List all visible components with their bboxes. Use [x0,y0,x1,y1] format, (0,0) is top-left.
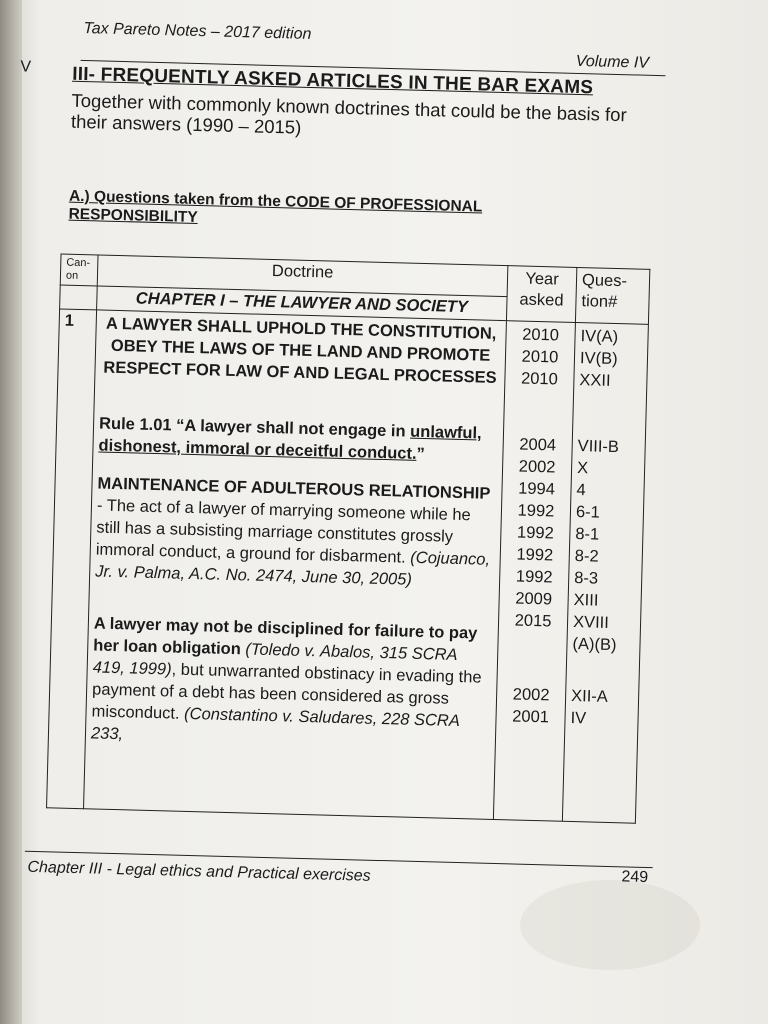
question-value: XVIII (A)(B) [572,613,617,655]
section-title: III- FREQUENTLY ASKED ARTICLES IN THE BAR EXAMS [71,63,594,99]
question-value: IV(B) [579,349,618,369]
year-value: 2001 [511,707,550,727]
year-value: 2009 [515,589,553,609]
year-value: 1992 [517,501,555,521]
question-value: IV [570,708,587,728]
table-row [47,309,649,823]
header-year: Year asked [506,266,576,323]
canon-number: 1 [64,311,75,330]
maintenance-body: - The act of a lawyer of marrying someone while he still has a subsisting marriage constitutes grossly immoral conduct, a ground for disbarment. (Cojuanco, Jr. v. Palma, A.C. No. 2474, June 30, 2005) [95,496,491,589]
page-number: 249 [621,868,649,887]
footer-chapter: Chapter III - Legal ethics and Practical exercises [27,858,371,885]
question-value: XXII [579,371,611,390]
year-value: 2002 [512,685,550,705]
year-value: 2010 [521,325,560,345]
year-value: 2010 [521,347,559,367]
question-cell [562,322,648,823]
year-cell [493,321,575,822]
question-value: X [576,459,589,478]
year-value: 2015 [514,611,552,631]
subsection-title: A.) Questions taken from the CODE OF PROFESSIONAL RESPONSIBILITY [68,187,483,227]
question-value: 8-1 [575,525,600,544]
question-value: 6-1 [575,503,601,522]
year-value: 1994 [517,479,556,499]
question-value: VIII-B [577,437,620,457]
year-value: 2004 [519,435,557,455]
question-value: 8-2 [574,547,599,566]
question-value: 8-3 [574,569,599,588]
question-value: XII-A [570,686,609,706]
rule-101-text: Rule 1.01 “A lawyer shall not engage in unlawful, dishonest, immoral or deceitful conduct.” [98,414,482,464]
volume-label: Volume IV [575,52,650,72]
book-title: Tax Pareto Notes – 2017 edition [83,19,312,43]
loan-doctrine: A lawyer may not be disciplined for failure to pay her loan obligation (Toledo v. Abalos, 315 SCRA 419, 1999), but unwarranted obstinacy in evading the payment of a debt has been considered as gross misconduct. (Constantino v. Saludares, 228 SCRA 233, [90,614,482,744]
section-subtitle: Together with commonly known doctrines that could be the basis for their answers (1990 – 2015) [70,89,627,138]
question-value: IV(A) [580,327,619,347]
year-value: 1992 [516,545,554,565]
margin-mark: V [20,58,32,76]
doctrine-cell [84,310,507,820]
chapter-canon-cell [60,285,98,310]
doctrine-table [46,253,650,823]
year-value: 1992 [516,523,554,543]
header-question: Ques-tion# [575,267,649,324]
maintenance-title: MAINTENANCE OF ADULTEROUS RELATIONSHIP [97,474,491,503]
year-value: 2010 [520,369,559,389]
canon-text: A LAWYER SHALL UPHOLD THE CONSTITUTION, OBEY THE LAWS OF THE LAND AND PROMOTE RESPECT FOR LAW OF AND LEGAL PROCESSES [103,314,497,387]
question-value: 4 [576,481,586,500]
year-value: 2002 [518,457,556,477]
header-canon: Can-on [60,254,98,286]
chapter-title: CHAPTER I – THE LAWYER AND SOCIETY [97,286,507,321]
year-value: 1992 [515,567,553,587]
header-doctrine: Doctrine [97,255,508,297]
question-value: XIII [573,591,599,610]
